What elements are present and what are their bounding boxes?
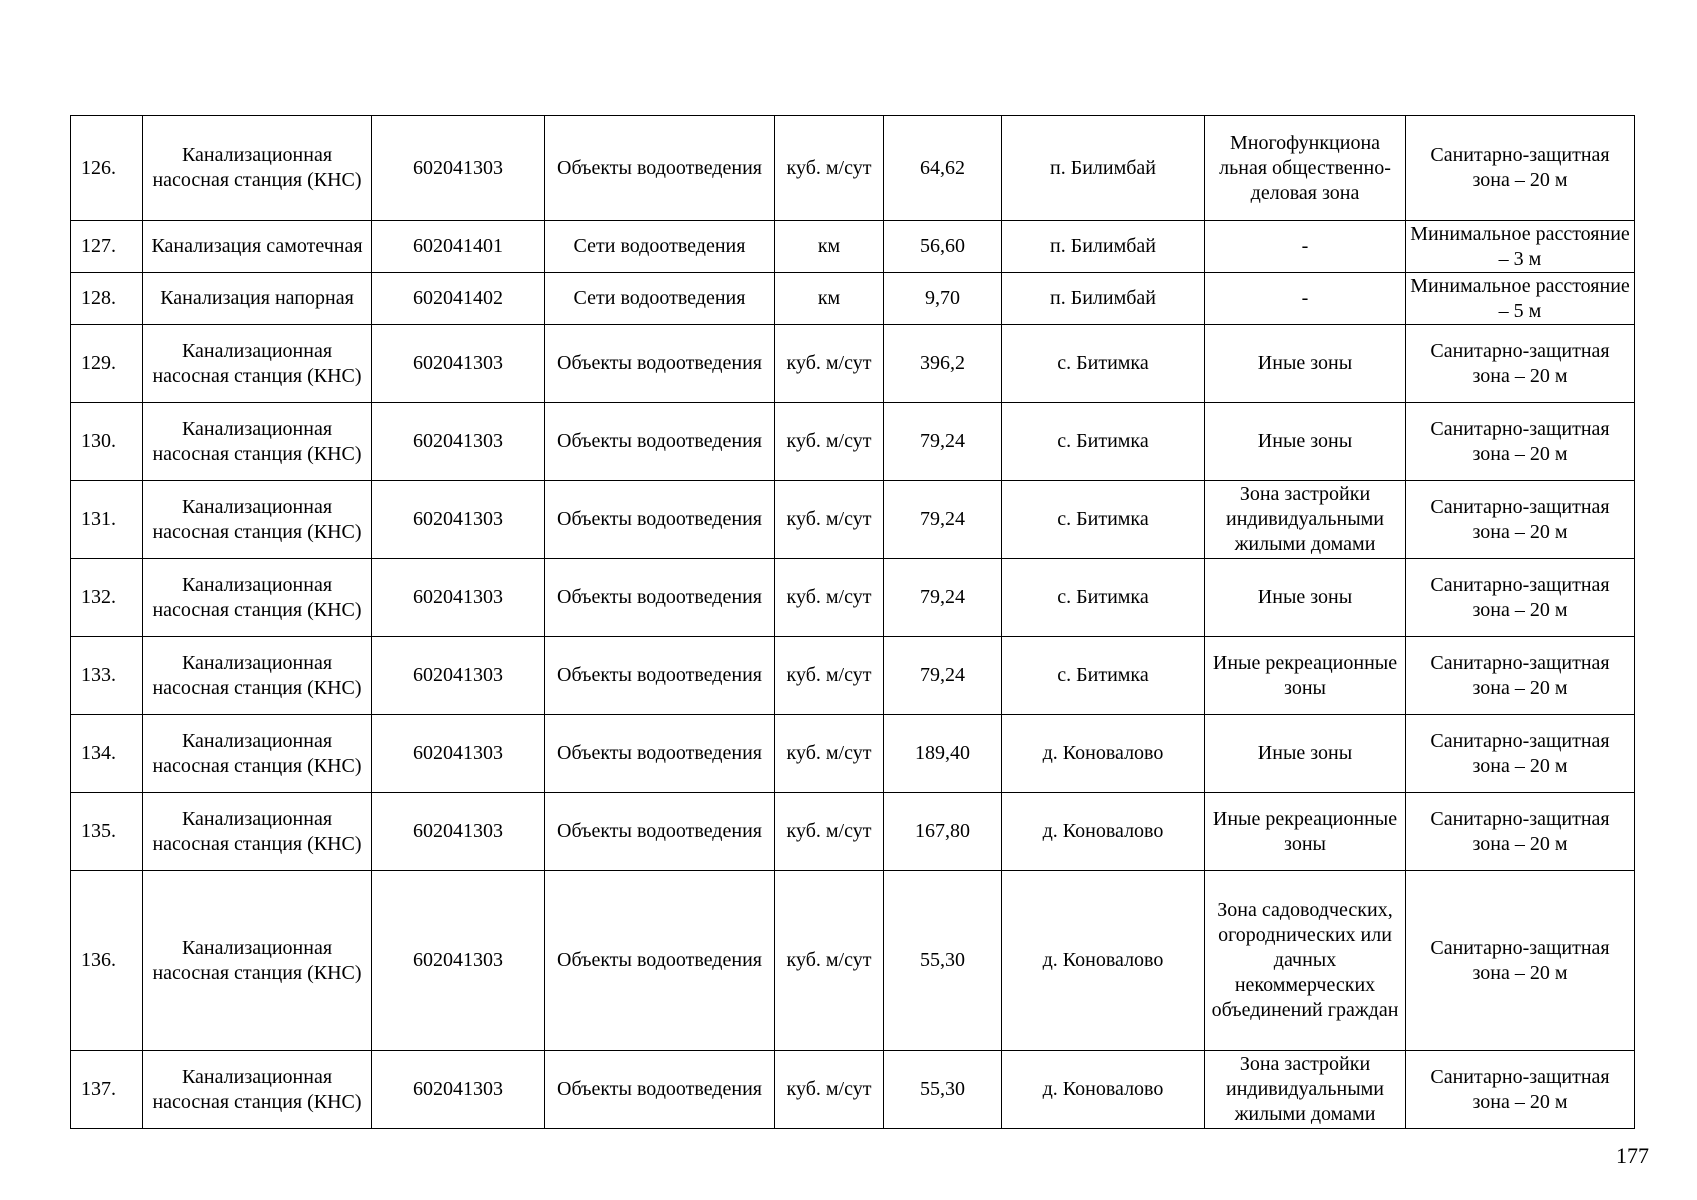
row-number-cell: 135. — [71, 793, 143, 871]
table-row — [71, 715, 1635, 793]
location-cell: с. Битимка — [1002, 403, 1205, 481]
unit-of-measure-cell: куб. м/сут — [775, 871, 884, 1051]
table-row — [71, 559, 1635, 637]
capacity-value-cell: 56,60 — [884, 221, 1002, 273]
restriction-zone-cell: Санитарно-защитная зона – 20 м — [1406, 715, 1635, 793]
object-name-cell: Канализационная насосная станция (КНС) — [143, 793, 372, 871]
table-row — [71, 221, 1635, 273]
location-cell: п. Билимбай — [1002, 221, 1205, 273]
capacity-value-cell: 9,70 — [884, 273, 1002, 325]
object-code-cell: 602041303 — [372, 325, 545, 403]
object-type-cell: Объекты водоотведения — [545, 481, 775, 559]
location-cell: с. Битимка — [1002, 559, 1205, 637]
object-type-cell: Объекты водоотведения — [545, 403, 775, 481]
row-number-cell: 133. — [71, 637, 143, 715]
restriction-zone-cell: Санитарно-защитная зона – 20 м — [1406, 559, 1635, 637]
row-number-cell: 132. — [71, 559, 143, 637]
object-name-cell: Канализационная насосная станция (КНС) — [143, 403, 372, 481]
object-code-cell: 602041401 — [372, 221, 545, 273]
location-cell: д. Коновалово — [1002, 871, 1205, 1051]
capacity-value-cell: 79,24 — [884, 481, 1002, 559]
object-code-cell: 602041303 — [372, 559, 545, 637]
functional-zone-cell: Иные зоны — [1205, 403, 1406, 481]
table-row — [71, 793, 1635, 871]
restriction-zone-cell: Санитарно-защитная зона – 20 м — [1406, 325, 1635, 403]
unit-of-measure-cell: км — [775, 273, 884, 325]
capacity-value-cell: 167,80 — [884, 793, 1002, 871]
row-number-cell: 134. — [71, 715, 143, 793]
object-name-cell: Канализационная насосная станция (КНС) — [143, 481, 372, 559]
row-number-cell: 131. — [71, 481, 143, 559]
unit-of-measure-cell: куб. м/сут — [775, 481, 884, 559]
object-name-cell: Канализационная насосная станция (КНС) — [143, 1051, 372, 1129]
location-cell: с. Битимка — [1002, 325, 1205, 403]
unit-of-measure-cell: куб. м/сут — [775, 559, 884, 637]
object-name-cell: Канализационная насосная станция (КНС) — [143, 116, 372, 221]
row-number-cell: 136. — [71, 871, 143, 1051]
restriction-zone-cell: Санитарно-защитная зона – 20 м — [1406, 1051, 1635, 1129]
capacity-value-cell: 189,40 — [884, 715, 1002, 793]
object-code-cell: 602041303 — [372, 116, 545, 221]
functional-zone-cell: Иные зоны — [1205, 559, 1406, 637]
capacity-value-cell: 79,24 — [884, 403, 1002, 481]
capacity-value-cell: 79,24 — [884, 559, 1002, 637]
functional-zone-cell: Иные зоны — [1205, 325, 1406, 403]
functional-zone-cell: Зона садоводческих, огороднических или дачных некоммерческих объединений граждан — [1205, 871, 1406, 1051]
location-cell: д. Коновалово — [1002, 715, 1205, 793]
object-name-cell: Канализационная насосная станция (КНС) — [143, 637, 372, 715]
table-row — [71, 325, 1635, 403]
location-cell: п. Билимбай — [1002, 273, 1205, 325]
unit-of-measure-cell: куб. м/сут — [775, 715, 884, 793]
unit-of-measure-cell: куб. м/сут — [775, 793, 884, 871]
capacity-value-cell: 79,24 — [884, 637, 1002, 715]
location-cell: д. Коновалово — [1002, 1051, 1205, 1129]
restriction-zone-cell: Санитарно-защитная зона – 20 м — [1406, 793, 1635, 871]
unit-of-measure-cell: куб. м/сут — [775, 403, 884, 481]
functional-zone-cell: Многофункциона льная общественно-деловая зона — [1205, 116, 1406, 221]
object-type-cell: Объекты водоотведения — [545, 1051, 775, 1129]
table-row — [71, 637, 1635, 715]
table-row — [71, 273, 1635, 325]
restriction-zone-cell: Санитарно-защитная зона – 20 м — [1406, 871, 1635, 1051]
unit-of-measure-cell: куб. м/сут — [775, 116, 884, 221]
table-row — [71, 403, 1635, 481]
restriction-zone-cell: Санитарно-защитная зона – 20 м — [1406, 403, 1635, 481]
location-cell: п. Билимбай — [1002, 116, 1205, 221]
row-number-cell: 127. — [71, 221, 143, 273]
unit-of-measure-cell: км — [775, 221, 884, 273]
row-number-cell: 126. — [71, 116, 143, 221]
functional-zone-cell: Зона застройки индивидуальными жилыми домами — [1205, 1051, 1406, 1129]
functional-zone-cell: Иные рекреационные зоны — [1205, 637, 1406, 715]
object-code-cell: 602041303 — [372, 637, 545, 715]
object-code-cell: 602041303 — [372, 793, 545, 871]
functional-zone-cell: Зона застройки индивидуальными жилыми домами — [1205, 481, 1406, 559]
row-number-cell: 128. — [71, 273, 143, 325]
object-code-cell: 602041303 — [372, 871, 545, 1051]
functional-zone-cell: Иные зоны — [1205, 715, 1406, 793]
unit-of-measure-cell: куб. м/сут — [775, 325, 884, 403]
unit-of-measure-cell: куб. м/сут — [775, 1051, 884, 1129]
table-row — [71, 116, 1635, 221]
object-type-cell: Объекты водоотведения — [545, 325, 775, 403]
object-type-cell: Объекты водоотведения — [545, 793, 775, 871]
row-number-cell: 130. — [71, 403, 143, 481]
functional-zone-cell: - — [1205, 273, 1406, 325]
facilities-table — [70, 115, 1635, 1129]
table-row — [71, 481, 1635, 559]
object-type-cell: Объекты водоотведения — [545, 559, 775, 637]
restriction-zone-cell: Санитарно-защитная зона – 20 м — [1406, 637, 1635, 715]
functional-zone-cell: Иные рекреационные зоны — [1205, 793, 1406, 871]
object-type-cell: Сети водоотведения — [545, 221, 775, 273]
capacity-value-cell: 55,30 — [884, 871, 1002, 1051]
capacity-value-cell: 55,30 — [884, 1051, 1002, 1129]
restriction-zone-cell: Санитарно-защитная зона – 20 м — [1406, 481, 1635, 559]
table-row — [71, 871, 1635, 1051]
object-type-cell: Объекты водоотведения — [545, 637, 775, 715]
table-row — [71, 1051, 1635, 1129]
page-number: 177 — [1616, 1143, 1649, 1168]
object-code-cell: 602041303 — [372, 1051, 545, 1129]
object-type-cell: Объекты водоотведения — [545, 715, 775, 793]
object-type-cell: Сети водоотведения — [545, 273, 775, 325]
object-name-cell: Канализационная насосная станция (КНС) — [143, 325, 372, 403]
capacity-value-cell: 396,2 — [884, 325, 1002, 403]
table-body — [71, 116, 1635, 1129]
object-type-cell: Объекты водоотведения — [545, 116, 775, 221]
object-type-cell: Объекты водоотведения — [545, 871, 775, 1051]
location-cell: с. Битимка — [1002, 481, 1205, 559]
object-code-cell: 602041303 — [372, 481, 545, 559]
capacity-value-cell: 64,62 — [884, 116, 1002, 221]
functional-zone-cell: - — [1205, 221, 1406, 273]
unit-of-measure-cell: куб. м/сут — [775, 637, 884, 715]
object-code-cell: 602041402 — [372, 273, 545, 325]
object-name-cell: Канализация самотечная — [143, 221, 372, 273]
object-name-cell: Канализационная насосная станция (КНС) — [143, 559, 372, 637]
object-code-cell: 602041303 — [372, 403, 545, 481]
row-number-cell: 137. — [71, 1051, 143, 1129]
object-name-cell: Канализационная насосная станция (КНС) — [143, 715, 372, 793]
restriction-zone-cell: Минимальное расстояние – 3 м — [1406, 221, 1635, 273]
location-cell: с. Битимка — [1002, 637, 1205, 715]
restriction-zone-cell: Санитарно-защитная зона – 20 м — [1406, 116, 1635, 221]
object-name-cell: Канализация напорная — [143, 273, 372, 325]
location-cell: д. Коновалово — [1002, 793, 1205, 871]
restriction-zone-cell: Минимальное расстояние – 5 м — [1406, 273, 1635, 325]
row-number-cell: 129. — [71, 325, 143, 403]
object-name-cell: Канализационная насосная станция (КНС) — [143, 871, 372, 1051]
object-code-cell: 602041303 — [372, 715, 545, 793]
